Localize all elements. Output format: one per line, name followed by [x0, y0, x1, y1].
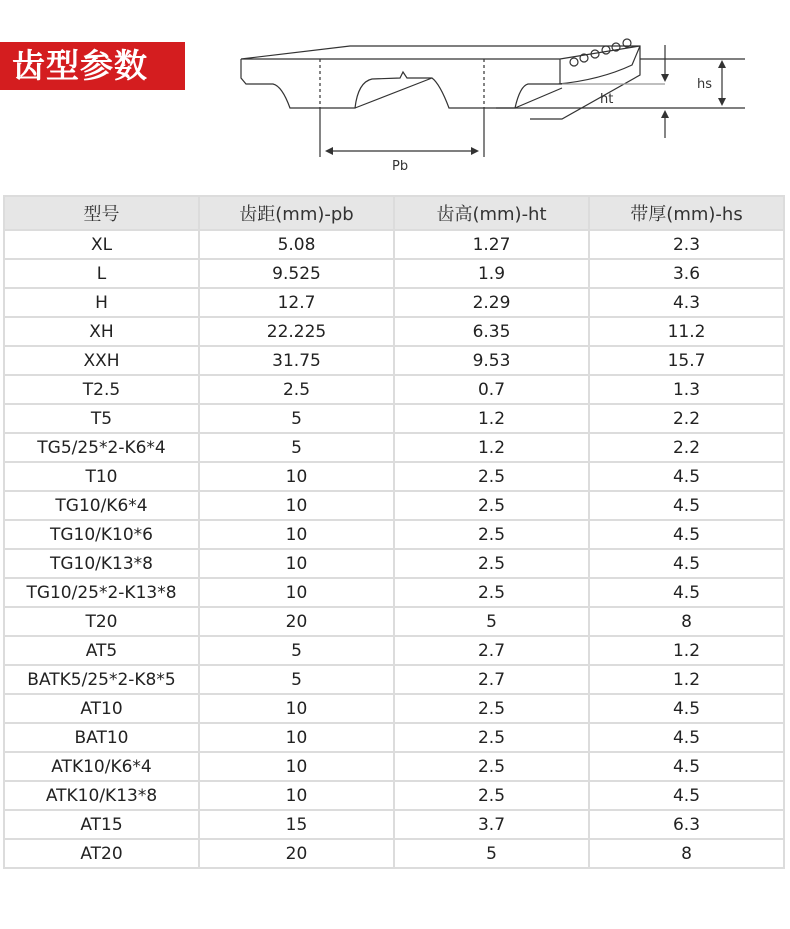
cell-pitch: 15 — [199, 810, 394, 839]
cell-belt-thickness: 6.3 — [589, 810, 784, 839]
cell-pitch: 10 — [199, 578, 394, 607]
cell-pitch: 9.525 — [199, 259, 394, 288]
cell-model: H — [4, 288, 199, 317]
table-row — [4, 578, 784, 607]
cell-belt-thickness: 4.5 — [589, 694, 784, 723]
table-row — [4, 404, 784, 433]
belt-thickness-label: hs — [697, 77, 713, 92]
cell-pitch: 5.08 — [199, 230, 394, 259]
table-row — [4, 781, 784, 810]
cell-tooth-height: 2.7 — [394, 636, 589, 665]
cell-belt-thickness: 4.5 — [589, 723, 784, 752]
cell-tooth-height: 2.5 — [394, 723, 589, 752]
cell-pitch: 31.75 — [199, 346, 394, 375]
cell-pitch: 20 — [199, 839, 394, 868]
cell-belt-thickness: 15.7 — [589, 346, 784, 375]
cell-belt-thickness: 1.2 — [589, 665, 784, 694]
cell-model: TG10/K6*4 — [4, 491, 199, 520]
header-model: 型号 — [4, 196, 199, 230]
pitch-label: Pb — [392, 159, 409, 174]
table-row — [4, 694, 784, 723]
table-row — [4, 607, 784, 636]
cell-belt-thickness: 8 — [589, 839, 784, 868]
cell-model: TG10/K10*6 — [4, 520, 199, 549]
cell-tooth-height: 1.9 — [394, 259, 589, 288]
cell-belt-thickness: 4.5 — [589, 781, 784, 810]
cell-tooth-height: 2.5 — [394, 578, 589, 607]
cell-tooth-height: 1.27 — [394, 230, 589, 259]
table-row — [4, 636, 784, 665]
cell-model: T2.5 — [4, 375, 199, 404]
cell-belt-thickness: 4.5 — [589, 549, 784, 578]
cell-model: TG5/25*2-K6*4 — [4, 433, 199, 462]
cell-tooth-height: 2.5 — [394, 752, 589, 781]
table-row — [4, 491, 784, 520]
cell-model: AT20 — [4, 839, 199, 868]
table-row — [4, 549, 784, 578]
cell-tooth-height: 2.29 — [394, 288, 589, 317]
cell-tooth-height: 9.53 — [394, 346, 589, 375]
cell-tooth-height: 2.5 — [394, 491, 589, 520]
cell-pitch: 10 — [199, 694, 394, 723]
cell-belt-thickness: 4.3 — [589, 288, 784, 317]
cell-pitch: 22.225 — [199, 317, 394, 346]
table-row — [4, 520, 784, 549]
cell-pitch: 5 — [199, 665, 394, 694]
section-title: 齿型参数 — [0, 42, 185, 90]
cell-pitch: 12.7 — [199, 288, 394, 317]
cell-belt-thickness: 4.5 — [589, 578, 784, 607]
table-row — [4, 230, 784, 259]
header-belt-thickness: 带厚(mm)-hs — [589, 196, 784, 230]
cell-tooth-height: 6.35 — [394, 317, 589, 346]
cell-model: L — [4, 259, 199, 288]
cell-pitch: 2.5 — [199, 375, 394, 404]
cell-pitch: 5 — [199, 433, 394, 462]
cell-pitch: 10 — [199, 491, 394, 520]
table-row — [4, 462, 784, 491]
table-row — [4, 752, 784, 781]
cell-tooth-height: 2.5 — [394, 520, 589, 549]
cell-model: BATK5/25*2-K8*5 — [4, 665, 199, 694]
cell-belt-thickness: 1.2 — [589, 636, 784, 665]
table-row — [4, 665, 784, 694]
cell-model: AT15 — [4, 810, 199, 839]
header-pitch: 齿距(mm)-pb — [199, 196, 394, 230]
table-row — [4, 346, 784, 375]
cell-tooth-height: 2.7 — [394, 665, 589, 694]
cell-pitch: 10 — [199, 549, 394, 578]
cell-model: AT10 — [4, 694, 199, 723]
cell-belt-thickness: 2.3 — [589, 230, 784, 259]
cell-belt-thickness: 2.2 — [589, 433, 784, 462]
cell-model: AT5 — [4, 636, 199, 665]
cell-pitch: 5 — [199, 636, 394, 665]
table-header-row — [4, 196, 784, 230]
cell-belt-thickness: 3.6 — [589, 259, 784, 288]
cell-pitch: 20 — [199, 607, 394, 636]
cell-pitch: 5 — [199, 404, 394, 433]
cell-model: T5 — [4, 404, 199, 433]
cell-model: BAT10 — [4, 723, 199, 752]
cell-tooth-height: 0.7 — [394, 375, 589, 404]
cell-pitch: 10 — [199, 462, 394, 491]
header-tooth-height: 齿高(mm)-ht — [394, 196, 589, 230]
cell-tooth-height: 5 — [394, 607, 589, 636]
table-row — [4, 317, 784, 346]
cell-belt-thickness: 8 — [589, 607, 784, 636]
cell-tooth-height: 2.5 — [394, 549, 589, 578]
cell-model: XL — [4, 230, 199, 259]
cell-model: TG10/25*2-K13*8 — [4, 578, 199, 607]
cell-belt-thickness: 4.5 — [589, 462, 784, 491]
cell-model: T10 — [4, 462, 199, 491]
table-row — [4, 259, 784, 288]
cell-belt-thickness: 11.2 — [589, 317, 784, 346]
cell-pitch: 10 — [199, 752, 394, 781]
table-row — [4, 433, 784, 462]
tooth-height-label: ht — [600, 92, 614, 107]
cell-pitch: 10 — [199, 781, 394, 810]
cell-tooth-height: 2.5 — [394, 462, 589, 491]
table-row — [4, 288, 784, 317]
tooth-profile-table — [3, 195, 785, 869]
cell-model: ATK10/K6*4 — [4, 752, 199, 781]
cell-pitch: 10 — [199, 723, 394, 752]
cell-model: T20 — [4, 607, 199, 636]
cell-belt-thickness: 1.3 — [589, 375, 784, 404]
cell-model: XH — [4, 317, 199, 346]
table-row — [4, 723, 784, 752]
cell-belt-thickness: 2.2 — [589, 404, 784, 433]
cell-tooth-height: 5 — [394, 839, 589, 868]
cell-model: XXH — [4, 346, 199, 375]
cell-belt-thickness: 4.5 — [589, 491, 784, 520]
cell-tooth-height: 2.5 — [394, 694, 589, 723]
cell-tooth-height: 1.2 — [394, 433, 589, 462]
table-row — [4, 375, 784, 404]
cell-tooth-height: 2.5 — [394, 781, 589, 810]
cell-belt-thickness: 4.5 — [589, 520, 784, 549]
cell-tooth-height: 3.7 — [394, 810, 589, 839]
cell-model: TG10/K13*8 — [4, 549, 199, 578]
cell-tooth-height: 1.2 — [394, 404, 589, 433]
table-row — [4, 839, 784, 868]
cell-model: ATK10/K13*8 — [4, 781, 199, 810]
table-row — [4, 810, 784, 839]
cell-pitch: 10 — [199, 520, 394, 549]
cell-belt-thickness: 4.5 — [589, 752, 784, 781]
timing-belt-diagram — [230, 35, 750, 180]
